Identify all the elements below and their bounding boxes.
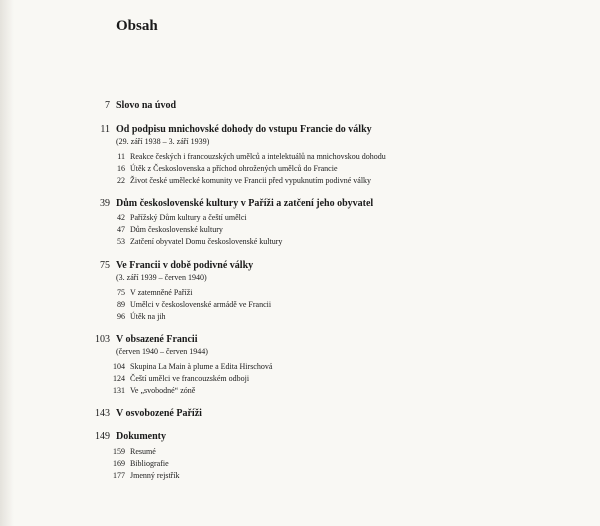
section-title: V osvobozené Paříži [116, 408, 202, 419]
item-page-number: 16 [117, 164, 125, 173]
item-title: Útěk na jih [130, 312, 166, 321]
item-title: Pařížský Dům kultury a čeští umělci [130, 213, 247, 222]
item-page-number: 89 [117, 300, 125, 309]
item-title: Ve „svobodné“ zóně [130, 386, 196, 395]
item-page-number: 47 [117, 225, 125, 234]
item-title: Reakce českých i francouzských umělců a intelektuálů na mnichovskou dohodu [130, 152, 386, 161]
item-page-number: 177 [113, 471, 125, 480]
item-page-number: 75 [117, 288, 125, 297]
item-page-number: 159 [113, 447, 125, 456]
item-page-number: 22 [117, 176, 125, 185]
section-title: Ve Francii v době podivné války [116, 260, 254, 271]
section-dates: (červen 1940 – červen 1944) [116, 347, 208, 356]
item-title: Dům československé kultury [130, 225, 223, 234]
section-page-number: 75 [100, 260, 110, 271]
section-title: V obsazené Francii [116, 334, 198, 345]
item-page-number: 169 [113, 459, 125, 468]
section-title: Dům československé kultury v Paříži a zatčení jeho obyvatel [116, 198, 374, 209]
section-page-number: 103 [95, 334, 110, 345]
item-page-number: 131 [113, 386, 125, 395]
item-title: Skupina La Main à plume a Edita Hirschová [130, 362, 273, 371]
item-page-number: 124 [113, 374, 125, 383]
item-page-number: 42 [117, 213, 125, 222]
section-title: Od podpisu mnichovské dohody do vstupu Francie do války [116, 124, 372, 135]
item-title: Umělci v československé armádě ve Francii [130, 300, 272, 309]
item-page-number: 11 [117, 152, 125, 161]
item-title: Resumé [130, 447, 156, 456]
item-page-number: 96 [117, 312, 125, 321]
section-dates: (29. září 1938 – 3. září 1939) [116, 137, 210, 146]
section-page-number: 7 [105, 100, 110, 111]
item-title: V zatemněné Paříži [130, 288, 193, 297]
item-title: Útěk z Československa a příchod ohrožených umělců do Francie [130, 164, 338, 173]
item-title: Jmenný rejstřík [130, 471, 180, 480]
item-title: Zatčení obyvatel Domu československé kultury [130, 237, 283, 246]
page-title: Obsah [116, 18, 158, 34]
section-title: Slovo na úvod [116, 100, 177, 111]
item-page-number: 53 [117, 237, 125, 246]
item-title: Čeští umělci ve francouzském odboji [130, 374, 250, 383]
item-title: Bibliografie [130, 459, 169, 468]
section-title: Dokumenty [116, 431, 167, 442]
item-title: Život české umělecké komunity ve Francii před vypuknutím podivné války [130, 176, 372, 185]
section-page-number: 39 [100, 198, 110, 209]
section-page-number: 11 [100, 124, 110, 135]
item-page-number: 104 [113, 362, 125, 371]
section-dates: (3. září 1939 – červen 1940) [116, 273, 207, 282]
section-page-number: 149 [95, 431, 110, 442]
section-page-number: 143 [95, 408, 110, 419]
